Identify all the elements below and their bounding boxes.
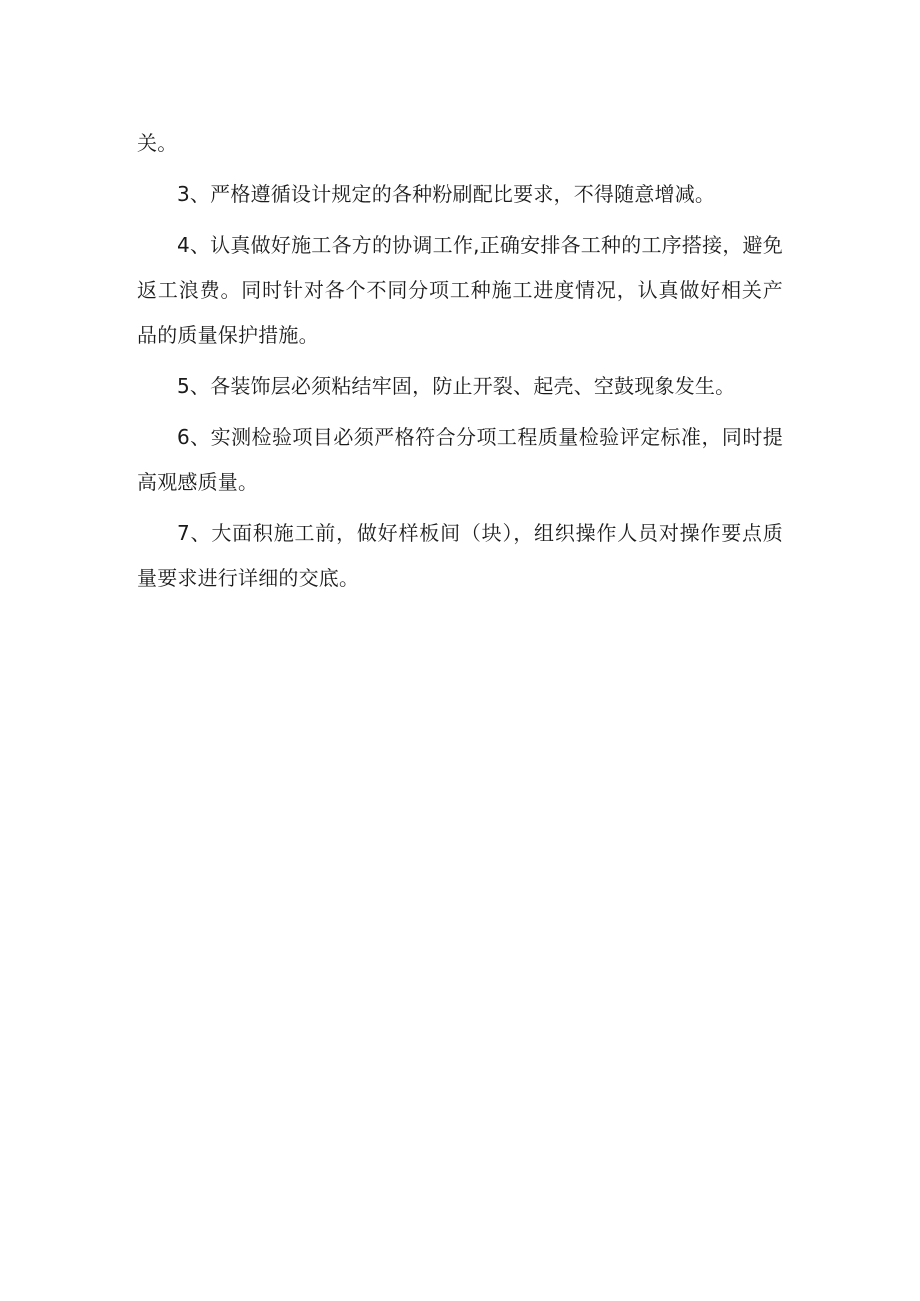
paragraph-item-3: 3、严格遵循设计规定的各种粉刷配比要求，不得随意增减。 (177, 182, 716, 206)
paragraph-continuation: 关。 (137, 131, 178, 155)
paragraph-item-4: 4、认真做好施工各方的协调工作,正确安排各工种的工序搭接，避免返工浪费。同时针对各个不同分项工种施工进度情况，认真做好相关产品的质量保护措施。 (137, 233, 783, 347)
paragraph-item-5: 5、各装饰层必须粘结牢固，防止开裂、起壳、空鼓现象发生。 (177, 374, 736, 398)
paragraph-item-6: 6、实测检验项目必须严格符合分项工程质量检验评定标准，同时提高观感质量。 (137, 425, 783, 494)
document-body (137, 121, 783, 601)
paragraph-item-7: 7、大面积施工前，做好样板间（块），组织操作人员对操作要点质量要求进行详细的交底。 (137, 521, 783, 590)
